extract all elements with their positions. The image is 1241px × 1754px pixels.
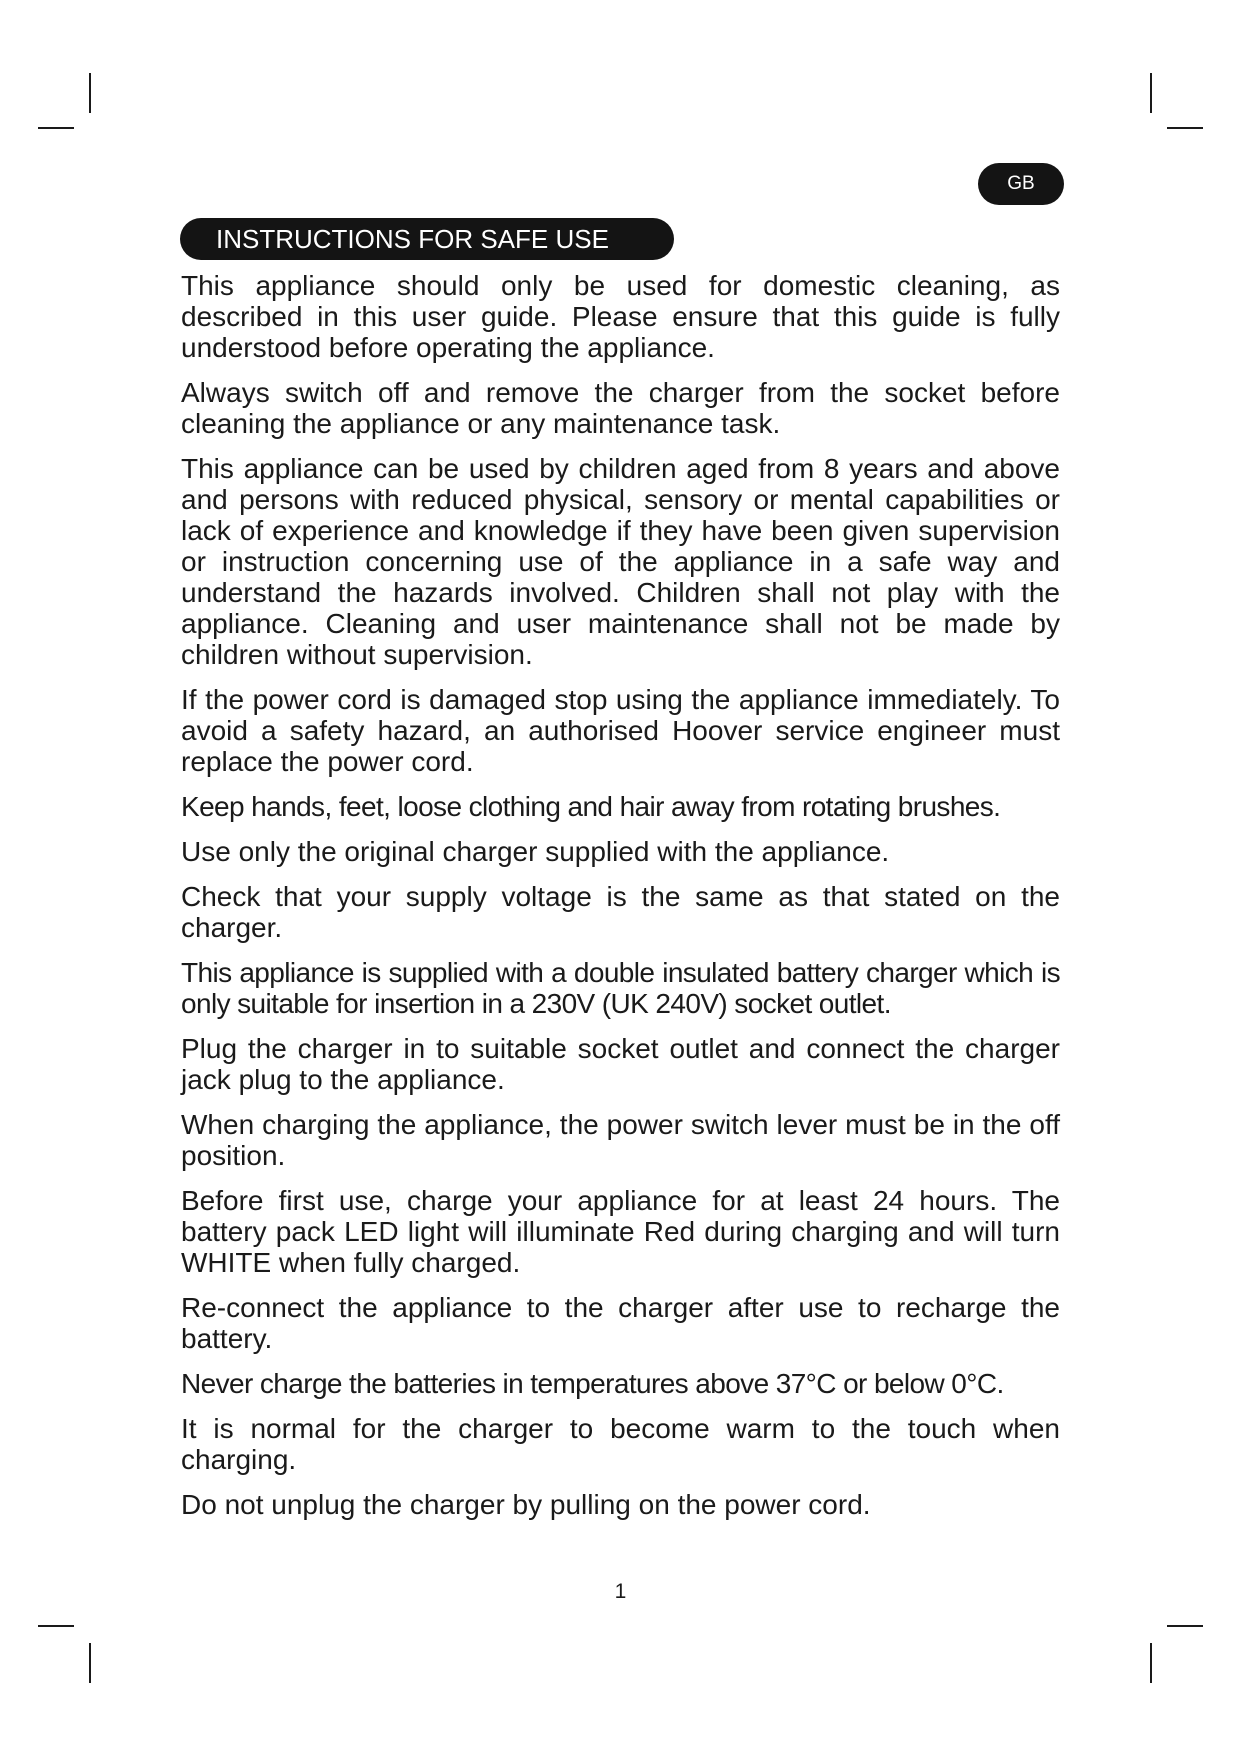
- paragraph-domestic-use: This appliance should only be used for domestic cleaning, as described in this user guide. Please ensure that this guide is fully understood before operating the appliance.: [181, 270, 1060, 363]
- paragraph-original-charger: Use only the original charger supplied with the appliance.: [181, 836, 890, 867]
- paragraph-rotating-brushes: Keep hands, feet, loose clothing and hair away from rotating brushes.: [181, 791, 1001, 822]
- crop-mark-top-left-vertical: [89, 73, 91, 113]
- paragraph-unplug: Do not unplug the charger by pulling on the power cord.: [181, 1489, 871, 1520]
- paragraph-first-charge: Before first use, charge your appliance for at least 24 hours. The battery pack LED light will illuminate Red during charging and will turn WHITE when fully charged.: [181, 1185, 1060, 1278]
- paragraph-recharge: Re-connect the appliance to the charger after use to recharge the battery.: [181, 1292, 1060, 1354]
- paragraph-charger-warm: It is normal for the charger to become warm to the touch when charging.: [181, 1413, 1060, 1475]
- crop-mark-top-right-vertical: [1150, 73, 1152, 113]
- paragraph-plug-charger: Plug the charger in to suitable socket outlet and connect the charger jack plug to the appliance.: [181, 1033, 1060, 1095]
- crop-mark-top-right-horizontal: [1167, 127, 1203, 129]
- language-badge: GB: [978, 163, 1064, 205]
- instructions-body: [181, 270, 1060, 1534]
- paragraph-switch-off: Always switch off and remove the charger from the socket before cleaning the appliance or any maintenance task.: [181, 377, 1060, 439]
- paragraph-children-use: This appliance can be used by children aged from 8 years and above and persons with reduced physical, sensory or mental capabilities or lack of experience and knowledge if they have been given supervision or instruction concerning use of the appliance in a safe way and understand the hazards involved. Children shall not play with the appliance. Cleaning and user maintenance shall not be made by children without supervision.: [181, 453, 1060, 670]
- paragraph-temperature: Never charge the batteries in temperatures above 37°C or below 0°C.: [181, 1368, 1004, 1399]
- section-title: INSTRUCTIONS FOR SAFE USE: [180, 218, 674, 260]
- paragraph-power-cord-damage: If the power cord is damaged stop using the appliance immediately. To avoid a safety hazard, an authorised Hoover service engineer must replace the power cord.: [181, 684, 1060, 777]
- paragraph-power-switch-off: When charging the appliance, the power switch lever must be in the off position.: [181, 1109, 1060, 1171]
- crop-mark-top-left-horizontal: [38, 127, 74, 129]
- crop-mark-bottom-left-horizontal: [38, 1625, 74, 1627]
- paragraph-supply-voltage: Check that your supply voltage is the same as that stated on the charger.: [181, 881, 1060, 943]
- page-number: 1: [614, 1580, 627, 1603]
- paragraph-double-insulated: This appliance is supplied with a double insulated battery charger which is only suitable for insertion in a 230V (UK 240V) socket outlet.: [181, 957, 1060, 1019]
- crop-mark-bottom-right-vertical: [1150, 1643, 1152, 1683]
- crop-mark-bottom-left-vertical: [89, 1643, 91, 1683]
- crop-mark-bottom-right-horizontal: [1167, 1625, 1203, 1627]
